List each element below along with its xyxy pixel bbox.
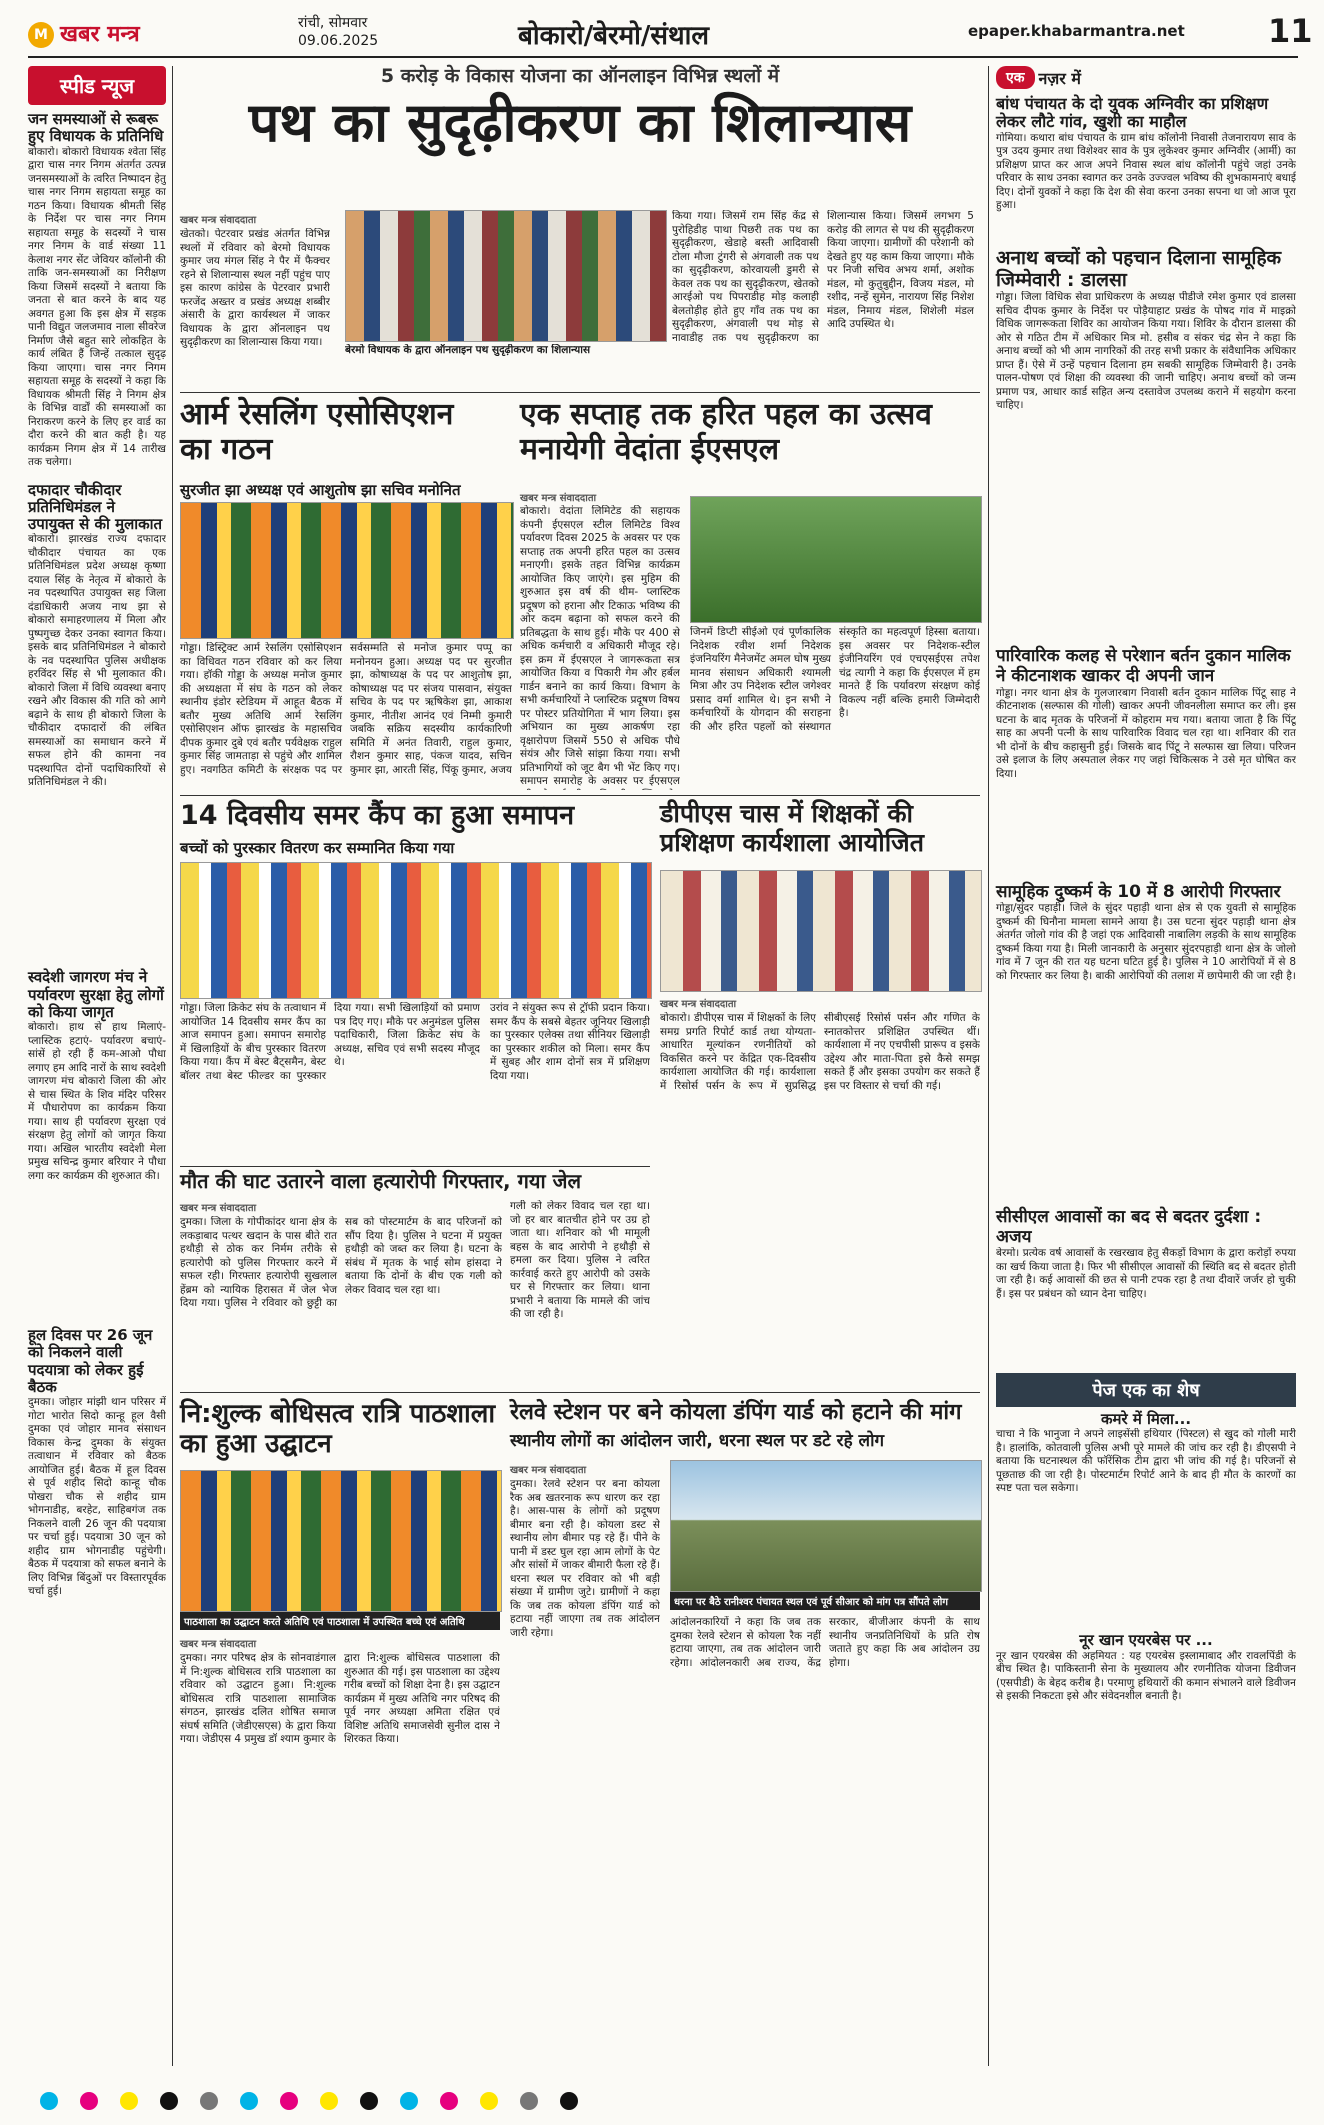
right-column [996, 66, 1296, 2066]
main-story [180, 66, 980, 154]
headline: सामूहिक दुष्कर्म के 10 में 8 आरोपी गिरफ्तार [996, 881, 1281, 902]
article-body: आंदोलनकारियों ने कहा कि जब तक दुमका रेलवे स्टेशन से कोयला रैक नहीं हटाया जाएगा, तब तक आंदोलन जारी रहेगा। आंदोलनकारी अब राज्य, केंद्र सरकार, बीजीआर कंपनी के साथ स्थानीय जनप्रतिनिधियों के प्रति रोष जताते हुए कहा कि अब आंदोलन उग्र होगा। [670, 1616, 980, 1669]
headline: आर्म रेसलिंग एसोसिएशन का गठन [180, 397, 454, 467]
masthead [28, 12, 1313, 58]
divider [180, 392, 980, 393]
team-photo [180, 502, 514, 639]
article-body: गोमिया। कथारा बांध पंचायत के ग्राम बांध कॉलोनी निवासी तेजनारायण साव के पुत्र उदय कुमार तथा विशेश्वर साव के पुत्र लुकेश्वर कुमार अग्निवीर (आर्मी) का प्रशिक्षण प्राप्त कर आज अपने निवास स्थल बांध कॉलोनी पहुंचे जहां उनके परिवार के साथ उनका स्वागत कर उनके उज्ज्वल भविष्य की शुभकामनाएं बधाई दिए। दोनों युवकों ने कहा कि देश की सेवा करना उनका सपना था जो आज पूरा हुआ। [996, 131, 1296, 212]
article-body: बोकारो। डीपीएस चास में शिक्षकों के लिए समग्र प्रगति रिपोर्ट कार्ड तथा योग्यता-आधारित मूल्यांकन रणनीतियों को विकसित करने पर केंद्रित एक-दिवसीय कार्यशाला आयोजित की गई। कार्यशाला में रिसोर्स पर्सन के रूप में सुप्रसिद्ध सीबीएसई रिसोर्स पर्सन और गणित के स्नातकोत्तर प्रशिक्षित उपस्थित थीं। कार्यशाला में नए एचपीसी प्रारूप व इसके उद्देश्य और माता-पिता इसे कैसे समझ सकते हैं और इसका उपयोग कर सकते हैं इस पर विस्तार से चर्चा की गई। [660, 1012, 980, 1092]
headline: नि:शुल्क बोधिसत्व रात्रि पाठशाला का हुआ उद्घाटन [180, 1399, 496, 1459]
epaper-link[interactable]: epaper.khabarmantra.net [968, 22, 1185, 40]
tag-badge: एक [996, 66, 1035, 89]
divider [180, 795, 980, 796]
headline: रेलवे स्टेशन पर बने कोयला डंपिंग यार्ड को हटाने की मांग [510, 1400, 962, 1425]
camp-photo [180, 862, 652, 999]
divider [180, 1392, 980, 1393]
byline: खबर मन्त्र संवाददाता [510, 1465, 587, 1476]
article-body: गोड्डा। जिला क्रिकेट संघ के तत्वाधान में आयोजित 14 दिवसीय समर कैंप का आज समापन हुआ। समापन समारोह में खिलाड़ियों के बीच पुरस्कार वितरण किया गया। कैंप में बेस्ट बैट्समैन, बेस्ट बॉलर तथा बेस्ट फील्डर का पुरस्कार दिया गया। सभी खिलाड़ियों को प्रमाण पत्र दिए गए। मौके पर अनुमंडल पुलिस पदाधिकारी, जिला क्रिकेट संघ के अध्यक्ष, सचिव एवं सभी सदस्य मौजूद थे। [180, 1002, 480, 1082]
headline: 14 दिवसीय समर कैंप का हुआ समापन [180, 800, 575, 831]
article-body: बोकारो। हाथ से हाथ मिलाएं-प्लास्टिक हटाएं- पर्यावरण बचाएं-सांसें हो रही हैं कम-आओ पौधा लगाए हम आदि नारों के साथ स्वदेशी जागरण मंच बोकारो जिला की ओर से चास स्थित के शिव मंदिर परिसर में पौधारोपण का कार्यक्रम किया गया। साथ ही पर्यावरण सुरक्षा एवं संरक्षण हेतु लोगों को जागृत किया गया। अखिल भारतीय स्वदेशी मेला प्रमुख सचिन्द्र कुमार बरियार ने पौधा लगा कर कार्यक्रम की शुरुआत की। [28, 1021, 166, 1182]
speed-news-badge: स्पीड न्यूज [28, 66, 166, 105]
article-body: चाचा ने कि भानुजा ने अपने लाइसेंसी हथियार (पिस्टल) से खुद को गोली मारी है। हालांकि, कोतवाली पुलिस अभी पूरे मामले की जांच कर रही है। डीएसपी ने बताया कि घटनास्थल की फॉरेंसिक टीम द्वारा भी जांच की गई है। परिजनों से पूछताछ की जा रही है। पोस्टमार्टम रिपोर्ट आने के बाद ही मौत के कारणों का स्पष्ट पता चल सकेगा। [996, 1428, 1296, 1495]
black-dot [560, 2092, 578, 2110]
continued-banner: पेज एक का शेष [996, 1373, 1296, 1407]
main-headline: पथ का सुदृढ़ीकरण का शिलान्यास [248, 90, 912, 154]
headline: कमरे में मिला... [1100, 1410, 1192, 1429]
cyan-dot [240, 2092, 258, 2110]
headline: डीपीएस चास में शिक्षकों की प्रशिक्षण कार्यशाला आयोजित [660, 799, 924, 857]
plantation-photo [690, 496, 982, 623]
article-body: किया गया। जिसमें राम सिंह केंद्र से पुरोहिडीह पाथा पिछरी तक पथ का सुदृढ़ीकरण, खेडाहे बस्ती आदिवासी टोला मौजा टुंगरी से अंगवाली तक पथ का सुदृढ़ीकरण, कोरवायली डुमरी से केवल तक पथ का सुदृढ़ीकरण, खेतको आरईओ पथ पिपराडीह मोड़ कलाही बेलतोड़ीह होते हुए गाँव तक पथ का सुदृढ़ीकरण, अंगवाली पथ मोड़ से नावाडीह तक पथ सुदृढ़ीकरण का शिलान्यास किया। जिसमें लगभग 5 करोड़ की लागत से पथ की सुदृढ़ीकरण किया जाएगा। ग्रामीणों की परेशानी को देखते हुए यह काम किया जाएगा। मौके पर निजी सचिव अभय शर्मा, अशोक मंडल, मो कुतुबुद्दीन, विजय मंडल, मो रशीद, नन्हें सुमेन, नारायण सिंह निशेश मंडल, निमाय मंडल, शिशेली मंडल आदि उपस्थित थे। [672, 210, 974, 344]
article-body: दुमका। नगर परिषद क्षेत्र के सोनवाडंगाल में नि:शुल्क बोधिसत्व रात्रि पाठशाला का रविवार को उद्घाटन हुआ। नि:शुल्क बोधिसत्व रात्रि पाठशाला सामाजिक संगठन, झारखंड दलित शोषित समाज संघर्ष समिति (जेडीएसएस) के द्वारा किया गया। जेडीएस 4 प्रमुख डॉ श्याम कुमार के द्वारा नि:शुल्क बोधिसत्व पाठशाला की शुरुआत की गई। इस पाठशाला का उद्देश्य गरीब बच्चों को शिक्षा देना है। इस उद्घाटन कार्यक्रम में मुख्य अतिथि नगर परिषद की पूर्व नगर अध्यक्षा अमिता रक्षित एवं विशिष्ट अतिथि समाजसेवी सुनील दास ने शिरकत किया। [180, 1652, 500, 1745]
article-body: गोड्डा। नगर थाना क्षेत्र के गुलजारबाग निवासी बर्तन दुकान मालिक पिंटू साह ने कीटनाशक (सल्फास की गोली) खाकर अपनी जीवनलीला समाप्त कर ली। इस घटना के बाद मृतक के परिजनों में कोहराम मच गया। बताया जाता है कि पिंटू साह का अपनी पत्नी के साथ पारिवारिक विवाद चल रहा था। शनिवार की रात भी दोनों के बीच कहासुनी हुई। जिसके बाद पिंटू ने सल्फास खा लिया। परिजन उसे इलाज के लिए अस्पताल लेकर गए जहां चिकित्सक ने उसे मृत घोषित कर दिया। [996, 686, 1296, 780]
ceremony-photo [345, 210, 667, 342]
article-body: गली को लेकर विवाद चल रहा था। जो हर बार बातचीत होने पर उग्र हो जाता था। शनिवार को भी मामूली बहस के बाद आरोपी ने हथौड़ी से हमला कर दिया। पुलिस ने त्वरित कार्रवाई करते हुए आरोपी को उसके घर से गिरफ्तार कर लिया। थाना प्रभारी ने बताया कि मामले की जांच की जा रही है। [510, 1200, 650, 1320]
article-body: गोड्डा। जिला विधिक सेवा प्राधिकरण के अध्यक्ष पीडीजे रमेश कुमार एवं डालसा सचिव दीपक कुमार के निर्देश पर पोड़ैयाहाट प्रखंड के पोषद गांव में माइक्रो विधिक जागरूकता शिविर का आयोजन किया गया। शिविर के दौरान डालसा की ओर से गठित टीम में अधिकार मित्र मो. हसीब व संकर चंद्र सेन ने कहा कि अनाथ बच्चों को भी आम नागरिकों की तरह सभी प्रकार के संवैधानिक अधिकार प्राप्त हैं। ऐसे में उन्हें पहचान दिलाना हम सबकी सामूहिक जिम्मेवारी है। उनके पालन-पोषण एवं शिक्षा की व्यवस्था की जानी चाहिए। अनाथ बच्चों को जन्म प्रमाण पत्र, आधार कार्ड सहित अन्य दस्तावेज उपलब्ध कराने में सहयोग करना चाहिए। [996, 291, 1296, 412]
headline: हूल दिवस पर 26 जून को निकलने वाली पदयात्रा को लेकर हुई बैठक [28, 1326, 153, 1396]
headline: सीसीएल आवासों का बद से बदतर दुर्दशा : अजय [996, 1207, 1262, 1247]
headline: जन समस्याओं से रूबरू हुए विधायक के प्रतिनिधि [28, 110, 164, 146]
article-body: गोड्डा। डिस्ट्रिक्ट आर्म रेसलिंग एसोसिएशन का विधिवत गठन रविवार को कर लिया गया। हॉकी गोड्डा के अध्यक्ष मनोज कुमार की अध्यक्षता में संघ के गठन को लेकर स्थानीय इंडोर स्टेडियम में आहूत बैठक में बतौर मुख्य अतिथि आर्म रेसलिंग एसोसिएशन ऑफ झारखंड के महासचिव दीपक कुमार दुबे एवं बतौर पर्यवेक्षक राहुल कुमार सिंह जामताड़ा से पहुंचे और शामिल हुए। नवगठित कमिटी के संरक्षक पद पर सर्वसम्मति से मनोज कुमार पप्पू का मनोनयन हुआ। अध्यक्ष पद पर सुरजीत झा, कोषाध्यक्ष के पद पर आशुतोष झा, कोषाध्यक्ष पद पर संजय पासवान, संयुक्त सचिव के पद पर ऋषिकेश झा, आकाश कुमार, नीतीश आनंद एवं निम्मी कुमारी जबकि सक्रिय सदस्यीय कार्यकारिणी समिति में अनंत तिवारी, राहुल कुमार, रौशन कुमार साह, पंकज यादव, सचिन कुमार झा, आरती सिंह, पिंकू कुमार, अजय [180, 642, 512, 776]
article-body: बेरमो। प्रत्येक वर्ष आवासों के रखरखाव हेतु सैकड़ों विभाग के द्वारा करोड़ों रुपया का खर्च किया जाता है। फिर भी सीसीएल आवासों की स्थिति बद से बदतर होती जा रही है। कई आवासों की छत से पानी टपक रहा है तथा दीवारें जर्जर हो चुकी हैं। इस पर प्रबंधन को ध्यान देना चाहिए। [996, 1247, 1296, 1300]
byline: खबर मन्त्र संवाददाता [180, 1639, 257, 1650]
workshop-photo [660, 870, 982, 992]
black-dot [360, 2092, 378, 2110]
column-divider [988, 66, 989, 2066]
subheadline: सुरजीत झा अध्यक्ष एवं आशुतोष झा सचिव मनोनित [180, 481, 461, 499]
headline: पारिवारिक कलह से परेशान बर्तन दुकान मालिक ने कीटनाशक खाकर दी अपनी जान [996, 646, 1291, 687]
headline: एक सप्ताह तक हरित पहल का उत्सव मनायेगी वेदांता ईएसएल [520, 397, 932, 467]
article-body: उरांव ने संयुक्त रूप से ट्रॉफी प्रदान किया। समर कैंप के सबसे बेहतर जूनियर खिलाड़ी का पुरस्कार एलेक्स तथा सीनियर खिलाड़ी का पुरस्कार शकील को मिला। समर कैंप में सुबह और शाम दोनों सत्र में प्रशिक्षण दिया गया। [490, 1002, 650, 1082]
magenta-dot [440, 2092, 458, 2110]
article-body: बोकारो। झारखंड राज्य दफादार चौकीदार पंचायत का एक प्रतिनिधिमंडल प्रदेश अध्यक्ष कृष्णा दयाल सिंह के नेतृत्व में बोकारो के नव पदस्थापित उपायुक्त सह जिला दंडाधिकारी अजय नाथ झा से बोकारो समाहरणालय में मिला और पुष्पगुच्छ देकर उनका स्वागत किया। इसके बाद प्रतिनिधिमंडल ने बोकारो के नव पदस्थापित पुलिस अधीक्षक हरविंदर सिंह से भी मुलाकात की। बोकारो जिला में विधि व्यवस्था बनाए रखने और विकास की गति को आगे बढ़ाने के साथ ही बोकारो जिला के चौकीदार दफादारों की लंबित समस्याओं का समाधान करने में सफल होने की कामना नव पदस्थापित दोनों पदाधिकारियों से प्रतिनिधिमंडल ने की। [28, 533, 166, 789]
byline: खबर मन्त्र संवाददाता [660, 999, 737, 1010]
gray-dot [200, 2092, 218, 2110]
byline: खबर मन्त्र संवाददाता [520, 493, 597, 504]
magenta-dot [80, 2092, 98, 2110]
article-body: नूर खान एयरबेस की अहमियत : यह एयरबेस इस्लामाबाद और रावलपिंडी के बीच स्थित है। पाकिस्तानी सेना के मुख्यालय और रणनीतिक योजना डिवीजन (एसपीडी) के बेहद करीब है। परमाणु हथियारों की कमान संभालने वाले डिवीजन से इसकी निकटता इसे और संवेदनशील बनाती है। [996, 1649, 1296, 1703]
photo-caption: धरना पर बैठे रानीश्वर पंचायत स्थल एवं पूर्व सीआर को मांग पत्र सौंपते लोग [670, 1592, 980, 1610]
headline: नूर खान एयरबेस पर ... [1079, 1631, 1213, 1650]
dateline: रांची, सोमवार 09.06.2025 [298, 15, 379, 49]
yellow-dot [120, 2092, 138, 2110]
article-body: दुमका। जोहार मांझी थान परिसर में गोटा भारोत सिदो कान्हू हूल वैसी दुमका एवं जोहार मानव संसाधन विकास केन्द्र दुमका के संयुक्त तत्वाधान में रविवार को बैठक आयोजित हुई। बैठक में हूल दिवस से पूर्व शहीद सिदो कान्हू चौक पोखरा चौक से शहीद ग्राम भोगनाडीह, बरहेट, साहिबगंज तक निकलने वाली 26 जून की पदयात्रा पर चर्चा हुई। पदयात्रा 30 जून को शहीद ग्राम भोगनाडीह पहुंचेगी। बैठक में पदयात्रा को सफल बनाने के लिए विभिन्न बिंदुओं पर विस्तारपूर्वक चर्चा हुई। [28, 1396, 166, 1597]
kicker: 5 करोड़ के विकास योजना का ऑनलाइन विभिन्न स्थलों में [380, 65, 780, 87]
photo-caption: बेरमो विधायक के द्वारा ऑनलाइन पथ सुदृढ़ीकरण का शिलान्यास [345, 344, 591, 356]
byline: खबर मन्त्र संवाददाता [180, 1203, 257, 1214]
photo-caption: पाठशाला का उद्घाटन करते अतिथि एवं पाठशाला में उपस्थित बच्चे एवं अतिथि [180, 1612, 500, 1630]
yellow-dot [480, 2092, 498, 2110]
byline: खबर मन्त्र संवाददाता [180, 215, 257, 226]
speed-news-column [28, 66, 166, 2066]
subheadline: बच्चों को पुरस्कार वितरण कर सम्मानित किया गया [180, 839, 455, 857]
logo-icon: M [28, 22, 54, 48]
article-body: गोड्डा/सुंदर पहाड़ी। जिले के सुंदर पहाड़ी थाना क्षेत्र से एक युवती से सामूहिक दुष्कर्म की घिनौना मामला सामने आया है। उस घटना सुंदर पहाड़ी थाना क्षेत्र अंतर्गत जोलो गांव की है जहां एक आदिवासी नाबालिग लड़की के साथ सामूहिक दुष्कर्म किया गया है। मिली जानकारी के अनुसार सुंदरपहाड़ी थाना क्षेत्र के जोलो गांव में 7 जून की रात यह घटना घटित हुई है। पुलिस ने 10 आरोपियों में से 8 को गिरफ्तार कर लिया है। बाकी आरोपियों की तलाश में छापेमारी की जा रही है। [996, 902, 1296, 982]
article-body: खेतको। पेटरवार प्रखंड अंतर्गत विभिन्न स्थलों में रविवार को बेरमो विधायक कुमार जय मंगल सिंह ने पैर में फैक्चर रहने से शिलान्यास स्थल नहीं पहुंच पाए इस कारण कांग्रेस के पेटरवार प्रभारी फरजेंद अख्तर व प्रखंड अध्यक्ष शब्बीर अंसारी के द्वारा कार्यस्थल में जाकर विधायक के द्वारा ऑनलाइन पथ सुदृढ़ीकरण का शिलान्यास किया गया। [180, 228, 330, 348]
article-body: जिनमें डिप्टी सीईओ एवं पूर्णकालिक निदेशक रवीश शर्मा निदेशक इंजनियरिंग मैनेजमेंट अमल घोष मुख्य मानव संसाधन अधिकारी श्यामली मित्रा और उप निदेशक स्टील जगेश्वर प्रसाद वर्मा शामिल थे। इन सभी ने कर्मचारियों के योगदान की सराहना की और हरित पहलों को संस्थागत संस्कृति का महत्वपूर्ण हिस्सा बताया। इस अवसर पर निदेशक-स्टील इंजीनियरिंग एवं एचएसईएस तपेश चंद्र त्यागी ने कहा कि ईएसएल में हम मानते हैं कि पर्यावरण संरक्षण कोई विकल्प नहीं बल्कि हमारी जिम्मेदारी है। [690, 626, 980, 733]
yellow-dot [320, 2092, 338, 2110]
page-number: 11 [1268, 12, 1313, 50]
brand-logo[interactable]: M खबर मन्त्र [28, 18, 140, 48]
tag-title: नज़र में [1038, 68, 1081, 88]
school-photo [180, 1470, 502, 1612]
cyan-dot [40, 2092, 58, 2110]
black-dot [160, 2092, 178, 2110]
column-divider [172, 66, 173, 2066]
magenta-dot [280, 2092, 298, 2110]
subheadline: स्थानीय लोगों का आंदोलन जारी, धरना स्थल पर डटे रहे लोग [510, 1431, 885, 1451]
headline: बांध पंचायत के दो युवक अग्निवीर का प्रशिक्षण लेकर लौटे गांव, खुशी का माहौल [996, 94, 1269, 132]
headline: मौत की घाट उतारने वाला हत्यारोपी गिरफ्तार, गया जेल [180, 1169, 582, 1193]
section-title: बोकारो/बेरमो/संथाल [518, 21, 709, 51]
headline: स्वदेशी जागरण मंच ने पर्यावरण सुरक्षा हेतु लोगों को किया जागृत [28, 968, 164, 1021]
gray-dot [520, 2092, 538, 2110]
article-body: दुमका। रेलवे स्टेशन पर बना कोयला रैक अब खतरनाक रूप धारण कर रहा है। आस-पास के लोगों को प्रदूषण बीमार बना रही है। कोयला डस्ट से स्थानीय लोग बीमार पड़ रहे हैं। पीने के पानी में डस्ट घुल रहा आम लोगों के पेट और सांसों में जाकर बीमारी फैला रहे हैं। धरना स्थल पर रविवार को भी बड़ी संख्या में ग्रामीण जुटे। ग्रामीणों ने कहा कि जब तक कोयला डंपिंग यार्ड को हटाया नहीं जाएगा तब तक आंदोलन जारी रहेगा। [510, 1478, 660, 1639]
print-registration-marks [40, 2092, 1290, 2116]
divider [180, 1166, 650, 1167]
headline: अनाथ बच्चों को पहचान दिलाना सामूहिक जिम्मेवारी : डालसा [996, 246, 1282, 291]
protest-photo [670, 1460, 982, 1592]
headline: दफादार चौकीदार प्रतिनिधिमंडल ने उपायुक्त से की मुलाकात [28, 480, 163, 533]
article-body: बोकारो। वेदांता लिमिटेड की सहायक कंपनी ईएसएल स्टील लिमिटेड विश्व पर्यावरण दिवस 2025 के अवसर पर एक सप्ताह तक अपनी हरित पहल का उत्सव मनाएगी। इसके तहत विभिन्न कार्यक्रम आयोजित किए जाएंगे। इस मुहिम की शुरुआत इस वर्ष की थीम- प्लास्टिक प्रदूषण को हराना और टिकाऊ भविष्य की ओर कदम बढ़ाना को सफल करने की प्रतिबद्धता के साथ हुई। मौके पर 400 से अधिक कर्मचारी व अधिकारी मौजूद रहे। इस क्रम में ईएसएल ने जागरूकता सत्र आयोजित किया व पिकारी गेम और हर्बल गार्डन बनाने का कार्य किया। विभाग के सभी कर्मचारियों ने प्लास्टिक प्रदूषण विषय पर पोस्टर प्रतियोगिता में भाग लिया। इस अभियान का मुख्य आकर्षण रहा वृक्षारोपण जिसमें 550 से अधिक पौधे संयंत्र और जिसे सांझा किया गया। सभी प्रतिभागियों को जूट बैग भी भेंट किए गए। समापन समारोह के अवसर पर ईएसएल [520, 505, 680, 787]
article-body: बोकारो। बोकारो विधायक श्वेता सिंह द्वारा चास नगर निगम अंतर्गत उत्पन्न जनसमस्याओं के त्वरित निष्पादन हेतु चास नगर निगम सहायता समूह का गठन किया। विधायक श्रीमती सिंह के निर्देश पर चास नगर निगम सहायता समूह के सदस्यों ने चास नगर निगम के वार्ड संख्या 11 केलाश नगर सेंट जेवियर कॉलोनी की ताकि जन-समस्याओं का निरीक्षण किया जिसमें सदस्यों ने बताया कि जनता से बात करने के बाद यह अवगत हुआ कि इस क्षेत्र में सड़क पानी विद्युत जलजमाव नाला सीवरेज निर्माण जैसे बहुत सारे लोकहित के कार्य लंबित हैं जिन्हें तत्काल सुदृढ़ किया जाएगा। चास नगर निगम सहायता समूह के सदस्यों ने कहा कि विधायक श्रीमती सिंह ने निगम क्षेत्र के विभिन्न वार्डों की समस्याओं का निराकरण करने के लिए हर वार्ड का दौरा करने की बात कही है। यह कार्यक्रम निगम क्षेत्र में 14 तारीख तक चलेगा। [28, 145, 166, 468]
cyan-dot [400, 2092, 418, 2110]
article-body: दुमका। जिला के गोपीकांदर थाना क्षेत्र के लकड़ाबाद पत्थर खदान के पास बीते रात हथौड़ी से ठोक कर निर्मम तरीके से हत्यारोपी को पुलिस गिरफ्तार करने में सफल रही। गिरफ्तार हत्यारोपी सुखलाल हेंब्रम को न्यायिक हिरासत में जेल भेज दिया गया। पुलिस ने रविवार को छुट्टी का सब को पोस्टमार्टम के बाद परिजनों को सौंप दिया है। पुलिस ने घटना में प्रयुक्त हथौड़ी को जब्त कर लिया है। घटना के संबंध में मृतक के भाई सोम हांसदा ने बताया कि दोनों के बीच एक गली को लेकर विवाद चल रहा था। [180, 1216, 502, 1309]
